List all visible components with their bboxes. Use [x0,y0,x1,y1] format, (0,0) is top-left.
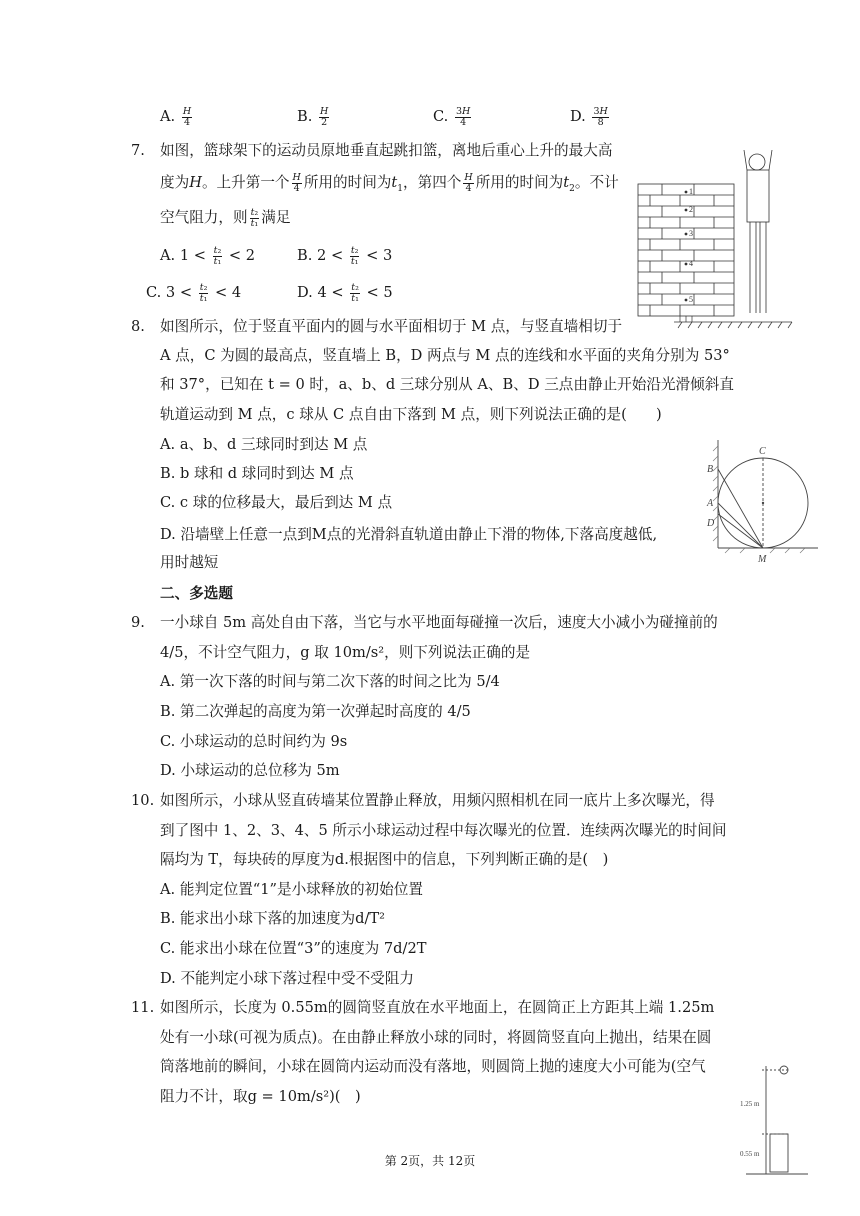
q8-line-3: 和 37°，已知在 t = 0 时，a、b、d 三球分别从 A、B、D 三点由静止开始沿光滑倾斜直 [160,376,734,393]
q7-fig-label-3: 3 [689,229,693,238]
q10-option-b: B. 能求出小球下落的加速度为d/T² [160,910,385,927]
q8-option-d-line-2: 用时越短 [160,554,219,571]
q7-fig-label-5: 5 [689,295,693,304]
q8-option-b: B. b 球和 d 球同时到达 M 点 [160,465,354,482]
q8-number: 8. [131,318,145,335]
q11-number: 11. [131,999,155,1016]
q10-line-2: 到了图中 1、2、3、4、5 所示小球运动过程中每次曝光的位置．连续两次曝光的时间间 [160,822,727,839]
q10-line-1: 如图所示，小球从竖直砖墙某位置静止释放，用频闪照相机在同一底片上多次曝光，得 [160,792,715,809]
q9-line-2: 4/5，不计空气阻力，g 取 10m/s²，则下列说法正确的是 [160,644,531,661]
q8-line-4: 轨道运动到 M 点，c 球从 C 点自由下落到 M 点，则下列说法正确的是( ) [160,406,662,423]
q10-option-c: C. 能求出小球在位置“3”的速度为 7d/2T [160,940,427,957]
q7-line-1: 如图，篮球架下的运动员原地垂直起跳扣篮，离地后重心上升的最大高 [160,142,613,159]
q6-option-b: B. $\frac{H}{2}$ [297,105,329,128]
q8-option-a: A. a、b、d 三球同时到达 M 点 [160,436,368,453]
q7-fig-label-1: 1 [689,187,693,196]
q10-line-3: 隔均为 T，每块砖的厚度为d.根据图中的信息，下列判断正确的是( ) [160,851,609,868]
q10-option-d: D. 不能判定小球下落过程中受不受阻力 [160,970,414,987]
q6-option-c: C. $\frac{3H}{4}$ [433,105,471,128]
q9-line-1: 一小球自 5m 高处自由下落，当它与水平地面每碰撞一次后，速度大小减小为碰撞前的 [160,614,718,631]
q8-line-2: A 点，C 为圆的最高点，竖直墙上 B，D 两点与 M 点的连线和水平面的夹角分别为 53° [160,347,730,364]
q7-fig-label-4: 4 [689,259,693,268]
q8-label-c: C [759,446,766,457]
q11-line-2: 处有一小球(可视为质点)。在由静止释放小球的同时，将圆筒竖直向上抛出，结果在圆 [160,1029,712,1046]
page-footer: 第 2页，共 12页 [384,1154,476,1168]
q8-label-a: A [707,498,714,509]
q11-line-1: 如图所示，长度为 0.55m的圆筒竖直放在水平地面上，在圆筒正上方距其上端 1.25m [160,999,715,1016]
q8-line-1: 如图所示，位于竖直平面内的圆与水平面相切于 M 点，与竖直墙相切于 [160,318,623,335]
q11-label-bottom: 0.55 m [740,1150,760,1158]
q7-option-c: C. 3 < $\frac{\text{t₂}}{\text{t₁}}$ < 4 [146,281,242,304]
q11-line-4: 阻力不计，取g = 10m/s²)( ) [160,1088,361,1105]
q8-figure [700,436,820,568]
section-heading-multi-choice: 二、多选题 [160,585,233,602]
q11-label-top: 1.25 m [740,1100,760,1108]
q7-option-b: B. 2 < $\frac{\text{t₂}}{\text{t₁}}$ < 3 [297,244,393,267]
q8-option-c: C. c 球的位移最大，最后到达 M 点 [160,494,393,511]
q8-option-d-line-1: D. 沿墙壁上任意一点到M点的光滑斜直轨道由静止下滑的物体,下落高度越低, [160,526,658,543]
q7-line-3: 空气阻力，则 $\frac{\text{t₂}}{\text{t₁}}$ 满足 [160,206,291,229]
q9-option-b: B. 第二次弹起的高度为第一次弹起时高度的 4/5 [160,703,471,720]
q6-option-a: A. $\frac{H}{4}$ [160,105,192,128]
q9-option-d: D. 小球运动的总位移为 5m [160,762,340,779]
q10-number: 10. [131,792,155,809]
q11-line-3: 筒落地前的瞬间，小球在圆筒内运动而没有落地，则圆筒上抛的速度大小可能为(空气 [160,1058,706,1075]
q7-number: 7. [131,142,145,159]
q7-line-2: 度为H。上升第一个 $\frac{H}{4}$ 所用的时间为$t_1$，第四个 $\frac{H}{4}$ 所用的时间为$t_2$。不计 [160,171,619,194]
q8-label-d: D [707,518,715,529]
q10-option-a: A. 能判定位置“1”是小球释放的初始位置 [160,881,423,898]
q7-figure [634,148,794,330]
q9-option-a: A. 第一次下落的时间与第二次下落的时间之比为 5/4 [160,673,500,690]
q8-label-m: M [758,554,767,565]
q7-fig-label-2: 2 [689,205,693,214]
q6-option-d: D. $\frac{3H}{8}$ [570,105,608,128]
q9-option-c: C. 小球运动的总时间约为 9s [160,733,348,750]
q8-label-b: B [707,464,714,475]
q7-option-a: A. 1 < $\frac{\text{t₂}}{\text{t₁}}$ < 2 [160,244,256,267]
q9-number: 9. [131,614,145,631]
q7-option-d: D. 4 < $\frac{\text{t₂}}{\text{t₁}}$ < 5 [297,281,393,304]
